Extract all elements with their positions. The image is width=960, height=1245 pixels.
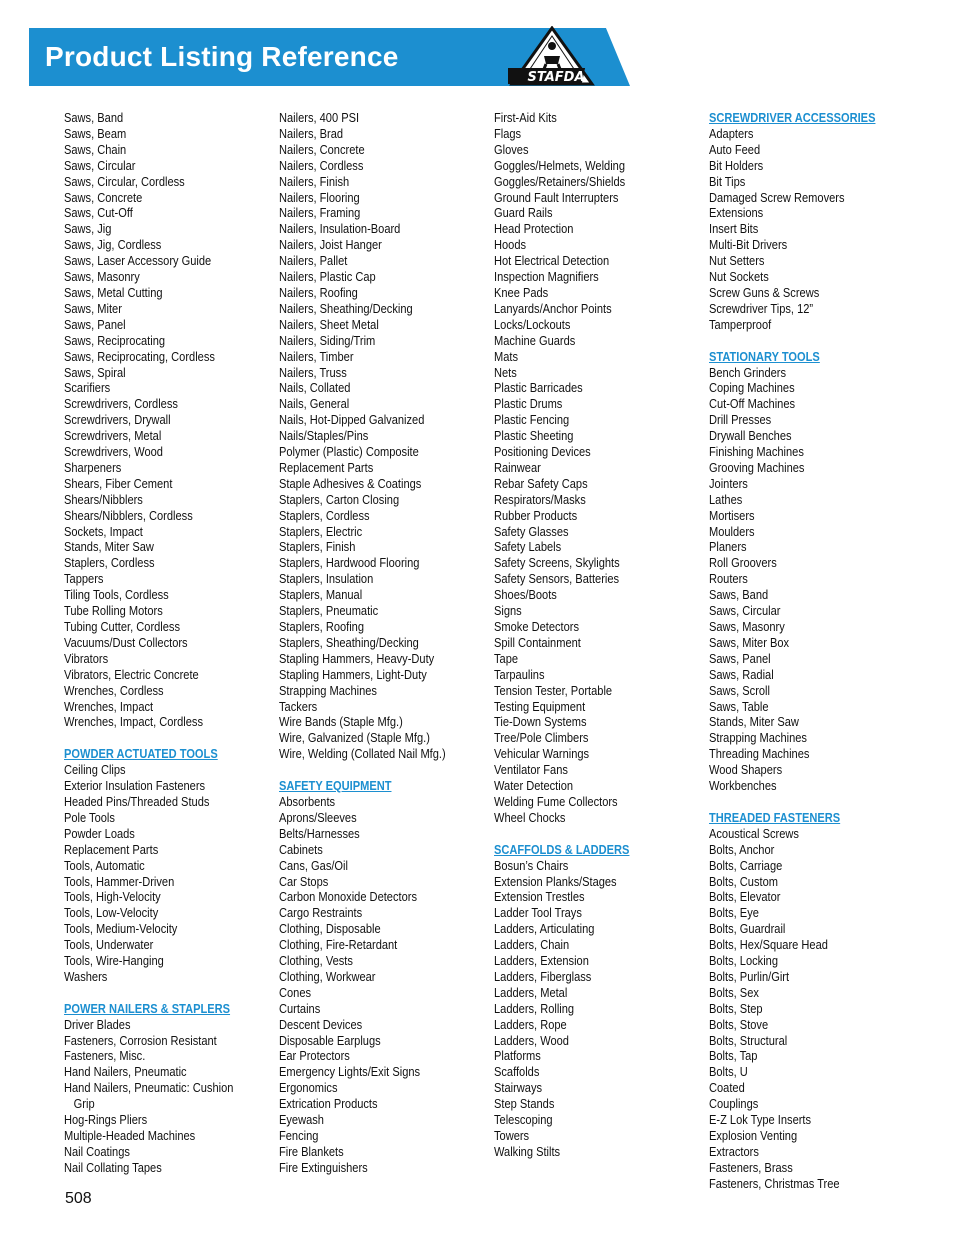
list-item: Shoes/Boots xyxy=(494,588,557,603)
list-item: Moulders xyxy=(709,524,755,539)
list-item: Stands, Miter Saw xyxy=(709,715,799,730)
list-item: Nailers, Siding/Trim xyxy=(279,333,376,348)
stafda-logo xyxy=(508,26,596,88)
section-spacer xyxy=(64,986,279,1002)
list-item: Staplers, Roofing xyxy=(279,620,365,634)
list-item: Staplers, Hardwood Flooring xyxy=(279,556,420,571)
column-2 xyxy=(279,111,494,1177)
list-item: Replacement Parts xyxy=(279,460,374,475)
list-item: Aprons/Sleeves xyxy=(279,810,357,825)
list-item: Tools, Automatic xyxy=(64,858,145,873)
section-heading: THREADED FASTENERS xyxy=(709,810,841,825)
list-item: Auto Feed xyxy=(709,142,761,157)
list-item: Wire, Welding (Collated Nail Mfg.) xyxy=(279,747,446,762)
list-item: E-Z Lok Type Inserts xyxy=(709,1113,812,1128)
list-item: Bolts, Hex/Square Head xyxy=(709,938,828,953)
list-item: Saws, Miter Box xyxy=(709,635,790,650)
list-item: Hand Nailers, Pneumatic xyxy=(64,1065,187,1080)
list-item: Extrication Products xyxy=(279,1097,378,1112)
list-item: Bolts, Step xyxy=(709,1001,763,1016)
list-item: Extension Trestles xyxy=(494,890,585,905)
list-item: Staplers, Carton Closing xyxy=(279,492,400,507)
list-item: Planers xyxy=(709,540,747,555)
list-item: Cabinets xyxy=(279,842,323,857)
list-item: Plastic Barricades xyxy=(494,381,583,396)
list-item: Fasteners, Christmas Tree xyxy=(709,1176,840,1191)
logo-text: STAFDA xyxy=(527,70,585,85)
list-item: Tappers xyxy=(64,572,104,587)
list-item: Positioning Devices xyxy=(494,445,591,460)
list-item: Threading Machines xyxy=(709,747,810,762)
list-item: Car Stops xyxy=(279,874,329,889)
list-item: Screwdrivers, Drywall xyxy=(64,413,171,428)
list-item: Tape xyxy=(494,651,519,666)
list-item: Screwdrivers, Wood xyxy=(64,445,163,460)
section-spacer xyxy=(709,795,924,811)
list-item: Cargo Restraints xyxy=(279,906,363,921)
list-item: Ladder Tool Trays xyxy=(494,906,582,921)
list-item: Ladders, Articulating xyxy=(494,922,595,937)
list-item: Shears, Fiber Cement xyxy=(64,476,173,491)
list-item: Ventilator Fans xyxy=(494,763,568,778)
list-item: Staplers, Sheathing/Decking xyxy=(279,635,419,650)
list-item: Tools, Medium-Velocity xyxy=(64,922,178,937)
list-item: Wire Bands (Staple Mfg.) xyxy=(279,715,403,730)
list-item: Saws, Scroll xyxy=(709,683,770,698)
list-item: Wire, Galvanized (Staple Mfg.) xyxy=(279,731,430,746)
list-item: Clothing, Workwear xyxy=(279,969,376,984)
list-item: Nailers, Cordless xyxy=(279,158,364,173)
list-item: Drywall Benches xyxy=(709,429,792,444)
list-item: Mortisers xyxy=(709,508,755,523)
list-item: Bolts, Locking xyxy=(709,954,778,969)
section-spacer xyxy=(494,827,709,843)
list-item: Safety Glasses xyxy=(494,524,569,539)
list-item: Nails, Collated xyxy=(279,381,351,396)
list-item: Plastic Drums xyxy=(494,397,563,412)
list-item: Fire Extinguishers xyxy=(279,1160,368,1175)
list-item: Nailers, Insulation-Board xyxy=(279,222,401,237)
list-item: Bolts, U xyxy=(709,1065,748,1080)
list-item: Strapping Machines xyxy=(709,731,807,746)
list-item: Staplers, Electric xyxy=(279,524,363,539)
list-item: Sharpeners xyxy=(64,460,122,475)
list-item: Multi-Bit Drivers xyxy=(709,238,788,253)
list-item: Nails, General xyxy=(279,397,350,412)
list-item: Tubing Cutter, Cordless xyxy=(64,620,181,634)
list-item: Bolts, Eye xyxy=(709,906,759,921)
list-item: Ground Fault Interrupters xyxy=(494,190,619,205)
list-item: Saws, Spiral xyxy=(64,365,126,380)
list-item: Rebar Safety Caps xyxy=(494,476,588,491)
list-item: Bolts, Sex xyxy=(709,985,759,1000)
list-item: Cut-Off Machines xyxy=(709,397,796,412)
list-item: Nailers, Truss xyxy=(279,365,347,380)
list-item: Bolts, Carriage xyxy=(709,858,783,873)
list-item: Multiple-Headed Machines xyxy=(64,1129,196,1143)
list-item: Adapters xyxy=(709,126,754,141)
list-item: Tie-Down Systems xyxy=(494,715,587,730)
list-item: Flags xyxy=(494,126,522,141)
list-item: Emergency Lights/Exit Signs xyxy=(279,1065,421,1080)
list-item: Machine Guards xyxy=(494,333,576,348)
list-item: Saws, Miter xyxy=(64,301,122,316)
list-item: Nailers, Joist Hanger xyxy=(279,238,382,253)
list-item: Saws, Laser Accessory Guide xyxy=(64,254,212,269)
list-item: Nail Collating Tapes xyxy=(64,1160,162,1175)
list-item: Walking Stilts xyxy=(494,1144,561,1159)
list-item: Nailers, Roofing xyxy=(279,285,358,300)
list-item: Drill Presses xyxy=(709,413,772,428)
list-item: Ladders, Metal xyxy=(494,985,568,1000)
list-item: Bolts, Guardrail xyxy=(709,922,786,937)
list-item: Inspection Magnifiers xyxy=(494,270,599,285)
list-item: Plastic Fencing xyxy=(494,413,570,428)
list-item: Vehicular Warnings xyxy=(494,747,590,762)
list-item: Powder Loads xyxy=(64,826,135,841)
list-item: Acoustical Screws xyxy=(709,826,799,841)
list-item: Wrenches, Cordless xyxy=(64,683,164,698)
list-item: Roll Groovers xyxy=(709,556,777,571)
list-item: Clothing, Fire-Retardant xyxy=(279,938,398,953)
list-item: Fasteners, Brass xyxy=(709,1160,793,1175)
list-item: Ladders, Rope xyxy=(494,1017,567,1032)
list-item: Ladders, Rolling xyxy=(494,1001,575,1016)
list-item: Carbon Monoxide Detectors xyxy=(279,890,417,905)
list-item: Saws, Radial xyxy=(709,667,774,682)
list-item: Routers xyxy=(709,572,748,587)
list-item: Smoke Detectors xyxy=(494,620,580,634)
list-item: Fire Blankets xyxy=(279,1144,344,1159)
list-item: Screwdrivers, Cordless xyxy=(64,397,178,412)
list-item: Spill Containment xyxy=(494,635,581,650)
list-item: Ladders, Extension xyxy=(494,954,589,969)
list-item: Tools, High-Velocity xyxy=(64,890,161,905)
list-item: Saws, Jig xyxy=(64,222,112,237)
list-item: Saws, Masonry xyxy=(709,620,785,634)
list-item: Tackers xyxy=(279,699,318,714)
list-item: Tube Rolling Motors xyxy=(64,604,163,619)
list-item: Saws, Concrete xyxy=(64,190,143,205)
list-item: Fasteners, Corrosion Resistant xyxy=(64,1033,217,1048)
list-item: Nut Setters xyxy=(709,254,765,269)
list-item: Staplers, Insulation xyxy=(279,572,374,587)
list-item: Nailers, 400 PSI xyxy=(279,111,360,125)
list-item: Nail Coatings xyxy=(64,1144,130,1159)
list-item: Disposable Earplugs xyxy=(279,1033,381,1048)
list-item: Tools, Low-Velocity xyxy=(64,906,159,921)
list-item: Fencing xyxy=(279,1129,319,1143)
list-item: Saws, Table xyxy=(709,699,769,714)
list-item: Safety Screens, Skylights xyxy=(494,556,620,571)
list-item: Nailers, Sheet Metal xyxy=(279,317,379,332)
list-item: Saws, Panel xyxy=(64,317,126,332)
list-item: Bolts, Anchor xyxy=(709,842,775,857)
list-item: Clothing, Disposable xyxy=(279,922,381,937)
list-item: Locks/Lockouts xyxy=(494,317,571,332)
list-item: Vacuums/Dust Collectors xyxy=(64,635,188,650)
list-item: Nails, Hot-Dipped Galvanized xyxy=(279,413,425,428)
list-item: Hoods xyxy=(494,238,527,253)
list-item: Knee Pads xyxy=(494,285,549,300)
list-item: Extractors xyxy=(709,1144,759,1159)
list-item: Bolts, Structural xyxy=(709,1033,788,1048)
list-item: Grip xyxy=(73,1097,95,1112)
list-item: Bolts, Custom xyxy=(709,874,778,889)
list-item: Tamperproof xyxy=(709,317,772,332)
list-item: Bolts, Elevator xyxy=(709,890,781,905)
list-item: Sockets, Impact xyxy=(64,524,143,539)
list-item: Tools, Underwater xyxy=(64,938,154,953)
section-spacer xyxy=(709,334,924,350)
list-item: Lathes xyxy=(709,492,743,507)
list-item: Staplers, Finish xyxy=(279,540,356,555)
list-item: Tools, Wire-Hanging xyxy=(64,954,164,969)
list-item: Saws, Metal Cutting xyxy=(64,285,163,300)
list-item: Nails/Staples/Pins xyxy=(279,429,369,444)
list-item: Rainwear xyxy=(494,460,541,475)
list-item: Tiling Tools, Cordless xyxy=(64,588,169,603)
list-item: Nailers, Sheathing/Decking xyxy=(279,301,413,316)
list-item: Water Detection xyxy=(494,779,574,794)
list-item: Saws, Circular, Cordless xyxy=(64,174,185,189)
list-item: Saws, Circular xyxy=(709,604,781,619)
list-item: Signs xyxy=(494,604,522,619)
list-item: Lanyards/Anchor Points xyxy=(494,301,612,316)
list-item: Stapling Hammers, Light-Duty xyxy=(279,667,427,682)
list-item: Saws, Chain xyxy=(64,142,127,157)
list-item: Scaffolds xyxy=(494,1065,540,1080)
list-item: Nailers, Flooring xyxy=(279,190,360,205)
list-item: Nailers, Concrete xyxy=(279,142,365,157)
list-item: Bolts, Purlin/Girt xyxy=(709,969,790,984)
section-heading: STATIONARY TOOLS xyxy=(709,349,820,364)
list-item: Explosion Venting xyxy=(709,1129,798,1143)
list-item: Hand Nailers, Pneumatic: Cushion xyxy=(64,1081,234,1096)
list-item: Bosun’s Chairs xyxy=(494,858,569,873)
list-item: Jointers xyxy=(709,476,748,491)
list-item: Goggles/Retainers/Shields xyxy=(494,174,626,189)
list-item: Vibrators xyxy=(64,651,109,666)
list-item: Nailers, Timber xyxy=(279,349,354,364)
list-item: Stairways xyxy=(494,1081,543,1096)
list-item: Respirators/Masks xyxy=(494,492,586,507)
list-item: Saws, Panel xyxy=(709,651,771,666)
list-item: Ladders, Chain xyxy=(494,938,570,953)
list-item: Hot Electrical Detection xyxy=(494,254,610,269)
list-item: Nailers, Framing xyxy=(279,206,361,221)
list-item: Screwdriver Tips, 12” xyxy=(709,301,814,316)
list-item: Shears/Nibblers xyxy=(64,492,143,507)
list-item: Screwdrivers, Metal xyxy=(64,429,162,444)
list-item: Workbenches xyxy=(709,779,777,794)
list-item: First-Aid Kits xyxy=(494,111,557,125)
list-item: Coping Machines xyxy=(709,381,795,396)
list-item: Shears/Nibblers, Cordless xyxy=(64,508,193,523)
list-item: Screw Guns & Screws xyxy=(709,285,820,300)
column-1 xyxy=(64,111,279,1177)
list-item: Bench Grinders xyxy=(709,365,786,380)
list-item: Guard Rails xyxy=(494,206,553,221)
list-item: Belts/Harnesses xyxy=(279,826,360,841)
list-item: Ear Protectors xyxy=(279,1049,350,1064)
list-item: Wheel Chocks xyxy=(494,810,566,825)
list-item: Damaged Screw Removers xyxy=(709,190,845,205)
list-item: Saws, Cut-Off xyxy=(64,206,133,221)
list-item: Tarpaulins xyxy=(494,667,545,682)
list-item: Wrenches, Impact, Cordless xyxy=(64,715,203,730)
list-item: Hog-Rings Pliers xyxy=(64,1113,148,1128)
list-item: Exterior Insulation Fasteners xyxy=(64,779,206,794)
list-item: Grooving Machines xyxy=(709,460,805,475)
list-item: Bolts, Stove xyxy=(709,1017,769,1032)
list-item: Saws, Circular xyxy=(64,158,136,173)
list-item: Step Stands xyxy=(494,1097,555,1112)
list-item: Stands, Miter Saw xyxy=(64,540,154,555)
list-item: Ergonomics xyxy=(279,1081,338,1096)
list-item: Nut Sockets xyxy=(709,270,769,285)
list-item: Plastic Sheeting xyxy=(494,429,574,444)
page-number: 508 xyxy=(65,1190,92,1207)
section-heading: POWER NAILERS & STAPLERS xyxy=(64,1001,231,1016)
list-item: Clothing, Vests xyxy=(279,954,353,969)
list-item: Staple Adhesives & Coatings xyxy=(279,476,422,491)
section-spacer xyxy=(279,763,494,779)
list-item: Saws, Masonry xyxy=(64,270,140,285)
list-item: Wood Shapers xyxy=(709,763,783,778)
list-item: Cones xyxy=(279,985,312,1000)
list-item: Nets xyxy=(494,365,517,380)
list-item: Saws, Reciprocating xyxy=(64,333,166,348)
column-4 xyxy=(709,111,924,1193)
list-item: Staplers, Manual xyxy=(279,588,363,603)
list-item: Descent Devices xyxy=(279,1017,363,1032)
list-item: Goggles/Helmets, Welding xyxy=(494,158,626,173)
list-item: Safety Labels xyxy=(494,540,562,555)
list-item: Nailers, Plastic Cap xyxy=(279,270,376,285)
list-item: Stapling Hammers, Heavy-Duty xyxy=(279,651,435,666)
list-item: Saws, Band xyxy=(64,111,124,125)
list-item: Extensions xyxy=(709,206,764,221)
list-item: Curtains xyxy=(279,1001,321,1016)
list-item: Telescoping xyxy=(494,1113,553,1128)
list-item: Strapping Machines xyxy=(279,683,377,698)
list-item: Safety Sensors, Batteries xyxy=(494,572,620,587)
list-item: Washers xyxy=(64,969,108,984)
list-item: Saws, Jig, Cordless xyxy=(64,238,162,253)
list-item: Tools, Hammer-Driven xyxy=(64,874,175,889)
section-heading: SAFETY EQUIPMENT xyxy=(279,779,392,794)
list-item: Pole Tools xyxy=(64,810,115,825)
list-item: Insert Bits xyxy=(709,222,759,237)
list-item: Head Protection xyxy=(494,222,574,237)
list-item: Bit Tips xyxy=(709,174,746,189)
section-heading: SCAFFOLDS & LADDERS xyxy=(494,842,630,857)
list-item: Saws, Reciprocating, Cordless xyxy=(64,349,215,364)
list-item: Gloves xyxy=(494,142,529,157)
list-item: Saws, Beam xyxy=(64,126,127,141)
page-title: Product Listing Reference xyxy=(45,41,399,72)
section-heading: POWDER ACTUATED TOOLS xyxy=(64,747,218,762)
list-item: Ladders, Fiberglass xyxy=(494,969,592,984)
list-item: Tension Tester, Portable xyxy=(494,683,613,698)
list-item: Towers xyxy=(494,1129,530,1143)
column-3 xyxy=(494,111,709,1161)
list-item: Vibrators, Electric Concrete xyxy=(64,667,199,682)
list-item: Driver Blades xyxy=(64,1017,131,1032)
list-item: Testing Equipment xyxy=(494,699,586,714)
list-item: Couplings xyxy=(709,1097,759,1112)
list-item: Eyewash xyxy=(279,1113,324,1128)
list-item: Saws, Band xyxy=(709,588,769,603)
list-item: Polymer (Plastic) Composite xyxy=(279,445,419,460)
list-item: Absorbents xyxy=(279,794,336,809)
list-item: Welding Fume Collectors xyxy=(494,794,618,809)
list-item: Staplers, Cordless xyxy=(279,508,370,523)
list-item: Headed Pins/Threaded Studs xyxy=(64,794,210,809)
list-item: Wrenches, Impact xyxy=(64,699,154,714)
list-item: Coated xyxy=(709,1081,745,1096)
list-item: Nailers, Brad xyxy=(279,126,344,141)
list-item: Nailers, Pallet xyxy=(279,254,348,269)
list-item: Staplers, Pneumatic xyxy=(279,604,379,619)
list-item: Fasteners, Misc. xyxy=(64,1049,146,1064)
list-item: Ceiling Clips xyxy=(64,763,126,778)
list-item: Platforms xyxy=(494,1049,541,1064)
list-item: Cans, Gas/Oil xyxy=(279,858,348,873)
section-spacer xyxy=(64,731,279,747)
list-item: Staplers, Cordless xyxy=(64,556,155,571)
list-item: Finishing Machines xyxy=(709,445,804,460)
list-item: Bolts, Tap xyxy=(709,1049,758,1064)
list-item: Ladders, Wood xyxy=(494,1033,569,1048)
list-item: Extension Planks/Stages xyxy=(494,874,617,889)
list-item: Nailers, Finish xyxy=(279,174,350,189)
list-item: Replacement Parts xyxy=(64,842,159,857)
list-item: Scarifiers xyxy=(64,381,111,396)
list-item: Mats xyxy=(494,349,519,364)
list-item: Rubber Products xyxy=(494,508,578,523)
list-item: Bit Holders xyxy=(709,158,764,173)
list-item: Tree/Pole Climbers xyxy=(494,731,589,746)
section-heading: SCREWDRIVER ACCESSORIES xyxy=(709,111,876,125)
